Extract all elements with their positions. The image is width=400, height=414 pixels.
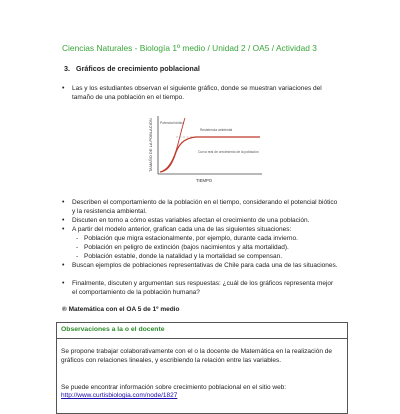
curve-label-real: Curva real de crecimiento de la población (198, 150, 259, 154)
curve-label-resistance: Resistencia ambiental (200, 128, 233, 132)
curve-label-biotic: Potencial biótico (160, 121, 185, 125)
intro-bullet: • Las y los estudiantes observan el siguiente gráfico, donde se muestran variaciones del tamaño de una población en el tiempo. (72, 84, 336, 102)
observations-title: Observaciones a la o el docente (61, 326, 165, 333)
teacher-observations-box (56, 322, 348, 414)
observations-paragraph: Se propone trabajar colaborativamente con el o la docente de Matemática en la realización de gráficos con relaciones lineales, y escribiendo la relación entre las variables. (61, 348, 333, 364)
biotic-potential-curve (160, 118, 185, 172)
document-header: Ciencias Naturales - Biología 1º medio / Unidad 2 / OA5 / Actividad 3 (62, 43, 317, 53)
resource-link[interactable]: http://www.curtisbiologia.com/node/1827 (61, 392, 178, 399)
observations-divider (57, 338, 347, 339)
situation-item: - Población en peligro de extinción (bajos nacimientos y alta mortalidad). (84, 243, 289, 252)
real-growth-curve (160, 137, 260, 172)
population-growth-chart (138, 110, 268, 190)
situation-item: - Población que migra estacionalmente, por ejemplo, durante cada invierno. (84, 234, 298, 243)
math-connection-note: ® Matemática con el OA 5 de 1º medio (62, 306, 180, 313)
section-title (64, 64, 200, 73)
x-axis-label: TIEMPO (196, 178, 213, 183)
bullet-discuss: • Discuten en torno a cómo estas variables afectan el crecimiento de una población. (72, 216, 338, 225)
observations-paragraph: Se puede encontrar información sobre crecimiento poblacional en el sitio web: (61, 384, 287, 391)
bullet-discussion: • Finalmente, discuten y argumentan sus respuestas: ¿cuál de los gráficos representa mejor el comportamiento de la población humana? (72, 279, 338, 297)
bullet-examples: • Buscan ejemplos de poblaciones representativas de Chile para cada una de las situaciones. (72, 261, 338, 270)
section-number: 3. (64, 64, 70, 73)
bullet-graph: • A partir del modelo anterior, grafican cada una de las siguientes situaciones: (72, 225, 338, 234)
section-title-text: Gráficos de crecimiento poblacional (76, 64, 200, 73)
situation-item: - Población estable, donde la natalidad y la mortalidad se compensan. (84, 252, 282, 261)
bullet-describe: • Describen el comportamiento de la población en el tiempo, considerando el potencial biótico y la resistencia ambiental. (72, 198, 338, 216)
y-axis-label: TAMAÑO DE LA POBLACIÓN (148, 118, 153, 172)
